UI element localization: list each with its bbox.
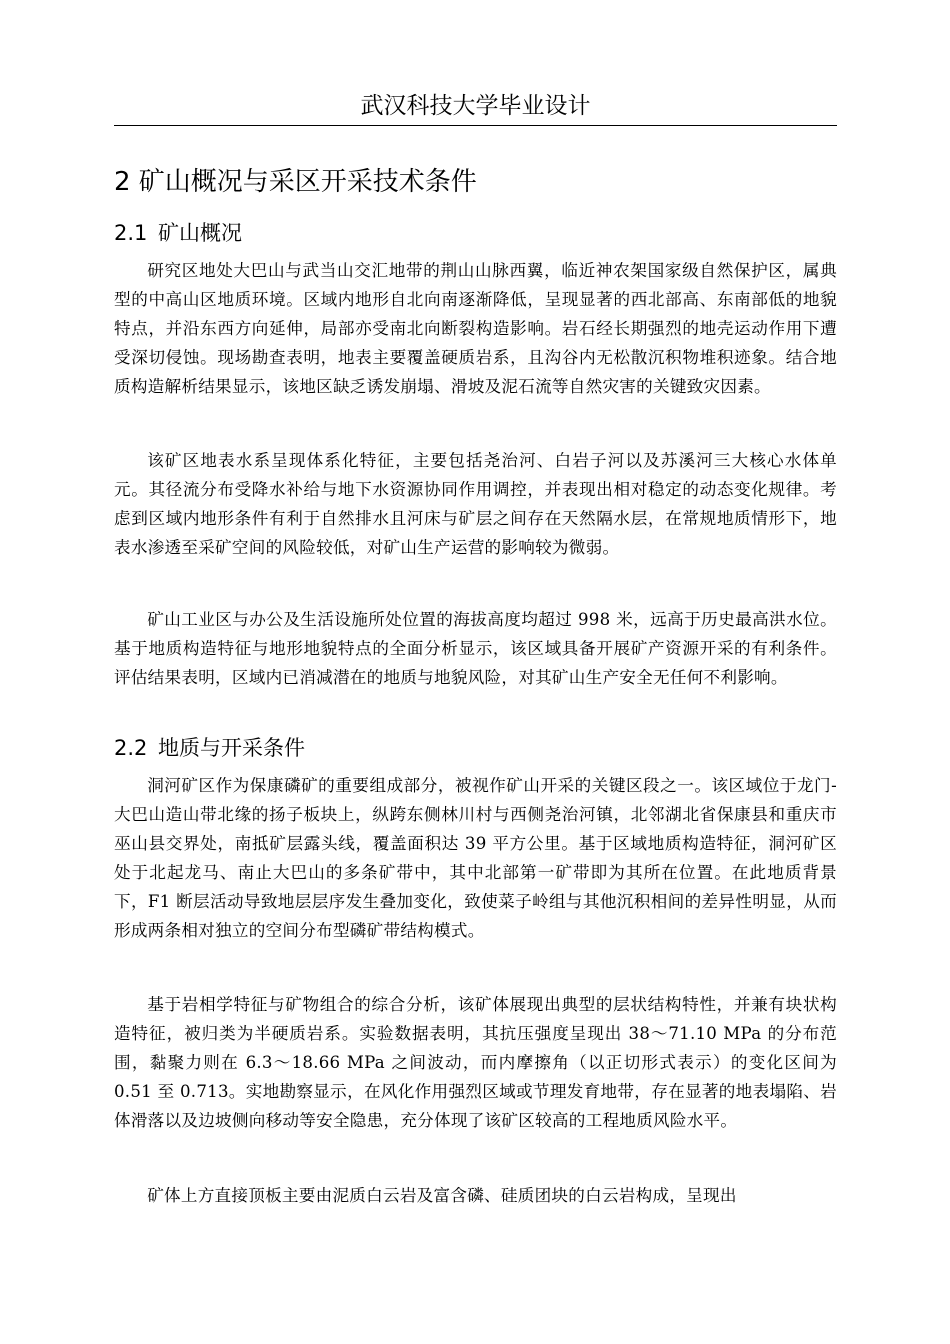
section-number: 2.2: [114, 736, 148, 760]
chapter-title: 2 矿山概况与采区开采技术条件: [114, 167, 477, 197]
body-paragraph: 该矿区地表水系呈现体系化特征，主要包括尧治河、白岩子河以及苏溪河三大核心水体单元。其径流分布受降水补给与地下水资源协同作用调控，并表现出相对稳定的动态变化规律。考虑到区域内地形条件有利于自然排水且河床与矿层之间存在天然隔水层，在常规地质情形下，地表水渗透至采矿空间的风险较低，对矿山生产运营的影响较为微弱。: [114, 451, 837, 558]
body-paragraph: 矿体上方直接顶板主要由泥质白云岩及富含磷、硅质团块的白云岩构成，呈现出: [147, 1186, 737, 1205]
header-divider: [114, 125, 837, 126]
body-paragraph: 研究区地处大巴山与武当山交汇地带的荆山山脉西翼，临近神农架国家级自然保护区，属典型的中高山区地质环境。区域内地形自北向南逐渐降低，呈现显著的西北部高、东南部低的地貌特点，并沿东西方向延伸，局部亦受南北向断裂构造影响。岩石经长期强烈的地壳运动作用下遭受深切侵蚀。现场勘查表明，地表主要覆盖硬质岩系，且沟谷内无松散沉积物堆积迹象。结合地质构造解析结果显示，该地区缺乏诱发崩塌、滑坡及泥石流等自然灾害的关键致灾因素。: [114, 261, 837, 397]
running-header: 武汉科技大学毕业设计: [360, 93, 591, 119]
section-title-text: 矿山概况: [158, 221, 242, 245]
body-paragraph: 基于岩相学特征与矿物组合的综合分析，该矿体展现出典型的层状结构特性，并兼有块状构造特征，被归类为半硬质岩系。实验数据表明，其抗压强度呈现出 38～71.10 MPa 的分布范围，黏聚力则在 6.3～18.66 MPa 之间波动，而内摩擦角（以正切形式表示）的变化区间为 0.51 至 0.713。实地勘察显示，在风化作用强烈区域或节理发育地带，存在显著的地表塌陷、岩体滑落以及边坡侧向移动等安全隐患，充分体现了该矿区较高的工程地质风险水平。: [114, 995, 837, 1131]
section-number: 2.1: [114, 221, 148, 245]
section-heading-2-1: [114, 219, 837, 247]
body-paragraph: 洞河矿区作为保康磷矿的重要组成部分，被视作矿山开采的关键区段之一。该区域位于龙门-大巴山造山带北缘的扬子板块上，纵跨东侧林川村与西侧尧治河镇，北邻湖北省保康县和重庆市巫山县交界处，南抵矿层露头线，覆盖面积达 39 平方公里。基于区域地质构造特征，洞河矿区处于北起龙马、南止大巴山的多条矿带中，其中北部第一矿带即为其所在位置。在此地质背景下，F1 断层活动导致地层层序发生叠加变化，致使菜子岭组与其他沉积相间的差异性明显，从而形成两条相对独立的空间分布型磷矿带结构模式。: [114, 776, 837, 941]
body-paragraph: 矿山工业区与办公及生活设施所处位置的海拔高度均超过 998 米，远高于历史最高洪水位。基于地质构造特征与地形地貌特点的全面分析显示，该区域具备开展矿产资源开采的有利条件。评估结果表明，区域内已消减潜在的地质与地貌风险，对其矿山生产安全无任何不利影响。: [114, 610, 837, 688]
section-title-text: 地质与开采条件: [158, 736, 305, 760]
section-heading-2-2: [114, 734, 837, 762]
